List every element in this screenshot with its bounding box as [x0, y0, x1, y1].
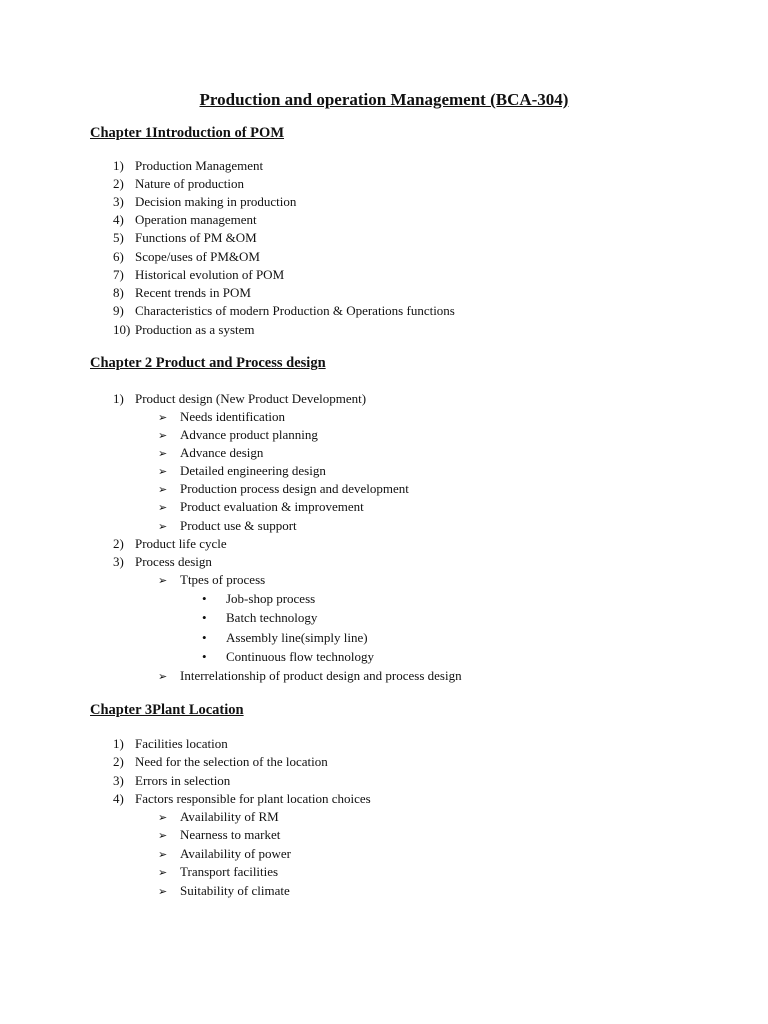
list-item: 8) Recent trends in POM: [113, 285, 251, 300]
arrow-bullet-icon: ➢: [158, 849, 168, 861]
sub-list-item: ➢ Transport facilities: [158, 863, 278, 882]
sub-list-item: ➢ Advance design: [158, 444, 263, 463]
arrow-bullet-icon: ➢: [158, 812, 168, 824]
bullet-item: • Batch technology: [202, 610, 318, 625]
sub-list-item: ➢ Ttpes of process: [158, 571, 265, 590]
list-item: 9) Characteristics of modern Production & Operations functions: [113, 303, 455, 318]
bullet-item: • Job-shop process: [202, 591, 316, 606]
sub-list-item: ➢ Product evaluation & improvement: [158, 498, 364, 517]
dot-bullet-icon: •: [202, 591, 207, 606]
arrow-bullet-icon: ➢: [158, 412, 168, 424]
list-item: 7) Historical evolution of POM: [113, 267, 285, 282]
list-item: 1) Facilities location: [113, 736, 228, 751]
list-item: 3) Process design: [113, 554, 212, 569]
arrow-bullet-icon: ➢: [158, 830, 168, 842]
list-item: 2) Nature of production: [113, 176, 245, 191]
arrow-bullet-icon: ➢: [158, 466, 168, 478]
arrow-bullet-icon: ➢: [158, 867, 168, 879]
chapter-3-heading: Chapter 3Plant Location: [90, 702, 244, 718]
dot-bullet-icon: •: [202, 610, 207, 625]
sub-list-item: ➢ Needs identification: [158, 408, 285, 427]
sub-list-item: ➢ Advance product planning: [158, 426, 318, 445]
chapter-1-heading: Chapter 1Introduction of POM: [90, 125, 285, 141]
list-item: 3) Errors in selection: [113, 773, 231, 788]
sub-list-item: ➢ Availability of power: [158, 845, 291, 864]
list-item: 5) Functions of PM &OM: [113, 230, 257, 245]
arrow-bullet-icon: ➢: [158, 575, 168, 587]
arrow-bullet-icon: ➢: [158, 502, 168, 514]
arrow-bullet-icon: ➢: [158, 521, 168, 533]
arrow-bullet-icon: ➢: [158, 430, 168, 442]
list-item: 1) Production Management: [113, 158, 264, 173]
chapter-2-heading: Chapter 2 Product and Process design: [90, 355, 326, 371]
bullet-item: • Assembly line(simply line): [202, 630, 368, 645]
list-item: 10) Production as a system: [113, 322, 255, 337]
dot-bullet-icon: •: [202, 630, 207, 645]
sub-list-item: ➢ Detailed engineering design: [158, 462, 326, 481]
page-title: Production and operation Management (BCA-304): [199, 90, 569, 109]
list-item: 3) Decision making in production: [113, 194, 297, 209]
list-item: 4) Factors responsible for plant location choices: [113, 791, 371, 806]
bullet-item: • Continuous flow technology: [202, 649, 375, 664]
sub-list-item: ➢ Availability of RM: [158, 808, 279, 827]
list-item: 4) Operation management: [113, 212, 257, 227]
sub-list-item: ➢ Suitability of climate: [158, 882, 290, 901]
list-item: 2) Product life cycle: [113, 536, 227, 551]
arrow-bullet-icon: ➢: [158, 886, 168, 898]
list-item: 6) Scope/uses of PM&OM: [113, 249, 260, 264]
list-item: 1) Product design (New Product Development): [113, 391, 367, 406]
arrow-bullet-icon: ➢: [158, 484, 168, 496]
arrow-bullet-icon: ➢: [158, 448, 168, 460]
list-item: 2) Need for the selection of the location: [113, 754, 328, 769]
sub-list-item: ➢ Production process design and development: [158, 480, 409, 499]
arrow-bullet-icon: ➢: [158, 671, 168, 683]
dot-bullet-icon: •: [202, 649, 207, 664]
sub-list-item: ➢ Product use & support: [158, 517, 297, 536]
sub-list-item: ➢ Interrelationship of product design and process design: [158, 667, 462, 686]
sub-list-item: ➢ Nearness to market: [158, 826, 280, 845]
